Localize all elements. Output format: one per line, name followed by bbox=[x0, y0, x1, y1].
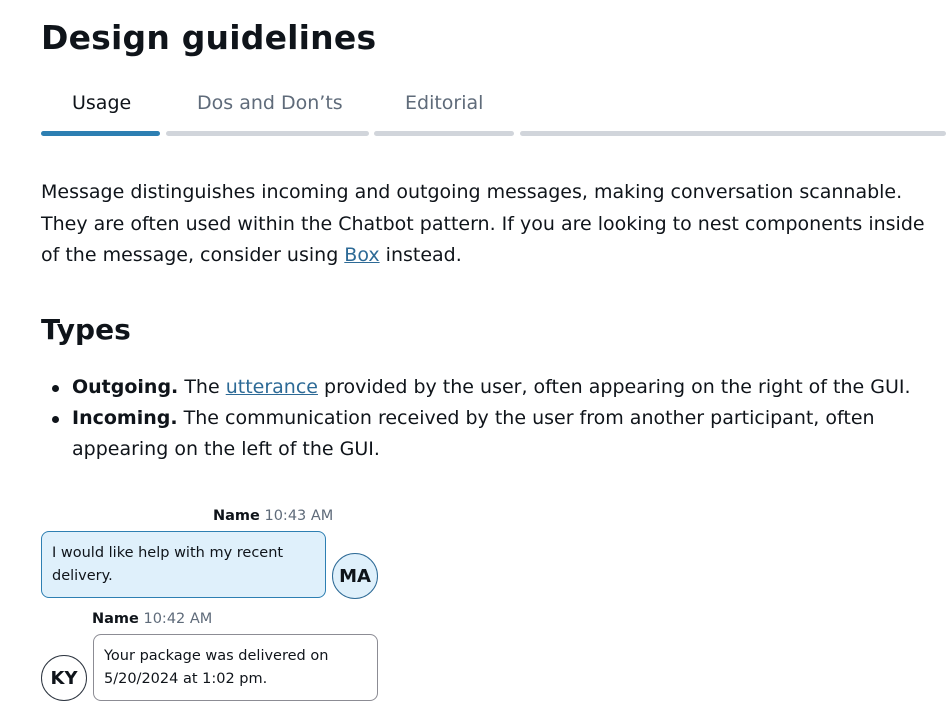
list-item bbox=[41, 403, 936, 465]
tab-dos-and-donts-label: Dos and Don’ts bbox=[197, 92, 343, 114]
outgoing-sender-name: Name bbox=[213, 508, 260, 524]
tab-editorial-label: Editorial bbox=[405, 92, 484, 114]
incoming-message-bubble: Your package was delivered on 5/20/2024 at 1:02 pm. bbox=[93, 634, 378, 701]
tab-bar bbox=[41, 88, 946, 136]
intro-text-end: instead. bbox=[379, 244, 462, 266]
bullet-icon bbox=[52, 385, 59, 392]
intro-text: Message distinguishes incoming and outgoing messages, making conversation scannable. They are often used within the Chatbot pattern. If you are looking to nest components inside of the message, consider using bbox=[41, 181, 925, 266]
outgoing-message-bubble: I would like help with my recent delivery. bbox=[41, 531, 326, 598]
tab-bar-remainder bbox=[520, 88, 946, 136]
type-text: The communication received by the user from another participant, often appearing on the left of the GUI. bbox=[72, 407, 875, 460]
bullet-icon bbox=[52, 416, 59, 423]
outgoing-message-meta bbox=[213, 508, 333, 524]
type-term: Outgoing. bbox=[72, 376, 179, 398]
outgoing-timestamp: 10:43 AM bbox=[264, 508, 334, 524]
tab-dos-and-donts-indicator bbox=[166, 131, 369, 136]
intro-paragraph bbox=[41, 177, 936, 272]
page-title: Design guidelines bbox=[41, 18, 377, 57]
incoming-message-meta bbox=[92, 611, 212, 627]
avatar: KY bbox=[41, 655, 87, 701]
tab-editorial-indicator bbox=[374, 131, 514, 136]
type-term: Incoming. bbox=[72, 407, 178, 429]
type-text: The bbox=[178, 376, 226, 398]
utterance-link[interactable]: utterance bbox=[225, 376, 318, 398]
type-text-end: provided by the user, often appearing on the right of the GUI. bbox=[317, 376, 911, 398]
tab-usage[interactable] bbox=[41, 88, 160, 136]
incoming-timestamp: 10:42 AM bbox=[143, 611, 213, 627]
box-link[interactable]: Box bbox=[344, 244, 380, 266]
types-list bbox=[41, 372, 936, 465]
tab-bar-remainder-line bbox=[520, 131, 946, 136]
tab-usage-label: Usage bbox=[72, 92, 132, 114]
tab-usage-indicator bbox=[41, 131, 160, 136]
tab-dos-and-donts[interactable] bbox=[166, 88, 369, 136]
list-item bbox=[41, 372, 936, 403]
tab-editorial[interactable] bbox=[374, 88, 514, 136]
types-heading: Types bbox=[41, 313, 131, 346]
avatar: MA bbox=[332, 553, 378, 599]
incoming-sender-name: Name bbox=[92, 611, 139, 627]
